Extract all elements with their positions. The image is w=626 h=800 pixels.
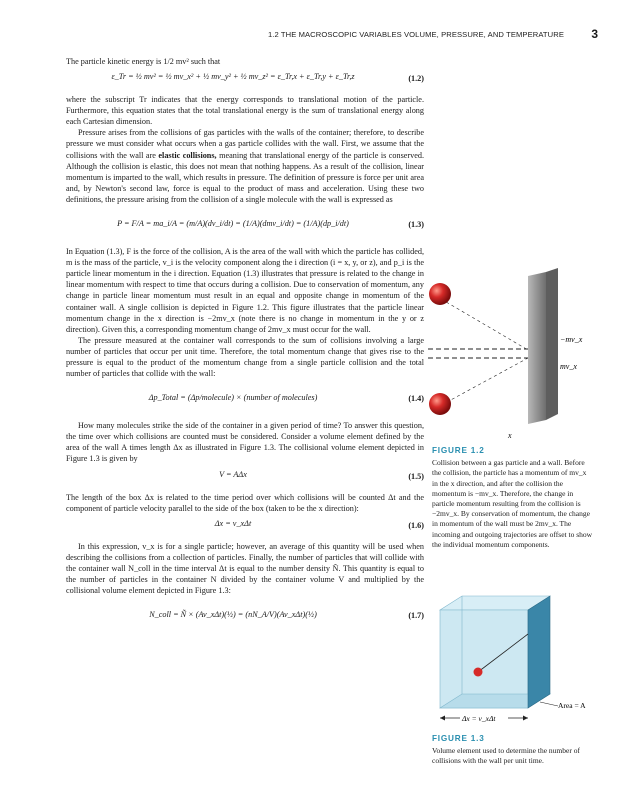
- equation-1-6: [66, 518, 424, 536]
- label-delta-x: Δx = v_xΔt: [462, 714, 496, 723]
- paragraph: The length of the box Δx is related to the time period over which collisions will be counted Δt and the component of particle velocity parallel to the side of the box (taken to be the x direction):: [66, 492, 424, 513]
- equation-number: (1.4): [408, 394, 424, 404]
- label-mvx: mv_x: [560, 362, 577, 371]
- label-area: Area = A: [558, 701, 586, 710]
- paragraph: The particle kinetic energy is 1/2 mv² such that: [66, 57, 221, 66]
- label-minus-mvx: −mv_x: [560, 335, 583, 344]
- paragraph: [66, 127, 424, 205]
- paragraph: The pressure measured at the container wall corresponds to the sum of collisions involving a large number of particles that occur per unit time. Therefore, the total momentum change that gives rise to the pressure is equal to the product of the momentum change from a single particle collision and the total number of particles that collide with the wall:: [66, 335, 424, 379]
- equation-body: P = F/A = ma_i/A = (m/A)(dv_i/dt) = (1/A)(dmv_i/dt) = (1/A)(dp_i/dt): [117, 219, 349, 229]
- equation-number: (1.2): [408, 74, 424, 84]
- caption-title: FIGURE 1.2: [432, 446, 485, 455]
- figure-1-2-collision-diagram: [428, 268, 598, 440]
- paragraph: In Equation (1.3), F is the force of the collision, A is the area of the wall with which the particle has collided, m is the mass of the particle, v_i is the velocity component along the i direction (i = x, y, or z), and p_i is the particle linear momentum in the i direction. Equation (1.3) illustrates that pressure is related to the change in linear momentum with respect to time that occurs during a collision. Due to conservation of momentum, any change in particle linear momentum must result in an equal and opposite change in momentum of the container wall. A single collision is depicted in Figure 1.2. This figure illustrates that the particle linear momentum change in the x direction is −2mv_x (note there is no change in momentum in the y or z direction). Given this, a corresponding momentum change of 2mv_x must occur for the wall.: [66, 247, 424, 334]
- equation-1-4: [66, 384, 424, 414]
- running-header: [267, 27, 600, 44]
- trajectory-upper: [436, 296, 528, 350]
- wall-side: [546, 268, 558, 420]
- collision-wall: [528, 596, 550, 708]
- text-run: Pressure arises from the collisions of gas particles with the walls of the container; therefore, to describe pressure we must consider what occurs when a gas particle collides with the wall. First, we assume that the collisions with the wall are: [66, 128, 424, 160]
- equation-body: Δp_Total = (Δp/molecule) × (number of molecules): [148, 393, 318, 403]
- area-leader-line: [540, 702, 558, 706]
- wall-face: [528, 272, 546, 424]
- equation-body: ε_Tr = ½ mv² = ½ mv_x² + ½ mv_y² + ½ mv_z² = ε_Tr,x + ε_Tr,y + ε_Tr,z: [111, 72, 355, 82]
- caption-title: FIGURE 1.3: [432, 734, 485, 743]
- header-title: 1.2 THE MACROSCOPIC VARIABLES VOLUME, PRESSURE, AND TEMPERATURE: [267, 30, 564, 39]
- paragraph: where the subscript Tr indicates that the energy corresponds to translational motion of the particle. Furthermore, this equation states that the total translational energy is the sum of translational energy along each Cartesian dimension.: [66, 95, 424, 127]
- paragraph: In this expression, v_x is for a single particle; however, an average of this quantity will be used when describing the collisions from a collection of particles. Finally, the number of particles that will collide with the container wall N_coll in the time interval Δt is equal to the number density Ñ. This quantity is equal to the number of particles in the container N divided by the container volume V and multiplied by the collisional volume element depicted in Figure 1.3:: [66, 541, 424, 596]
- figure-1-3-caption: [432, 734, 594, 767]
- equation-number: (1.5): [408, 471, 424, 481]
- arrow-head-left: [440, 716, 445, 721]
- equation-number: (1.6): [408, 520, 424, 530]
- equation-1-3: [66, 210, 424, 240]
- equation-1-5: [66, 469, 424, 487]
- equation-1-2: [66, 71, 424, 89]
- particle-after-collision: [429, 283, 451, 305]
- paragraph: How many molecules strike the side of the container in a given period of time? To answer this question, the time over which collisions are counted must be considered. Consider a volume element defined by the area of the wall A times length Δx as illustrated in Figure 1.3. The collisional volume element depicted in Figure 1.3 is given by: [66, 421, 424, 464]
- equation-number: (1.7): [408, 611, 424, 621]
- text-run: meaning that translational energy of the particle is conserved. Although the collision is elastic, this does not mean that nothing happens. As a result of the collision, linear momentum is imparted to the wall, which results in pressure. The definition of pressure is force per unit area and, by Newton's second law, force is equal to the product of mass and acceleration. Using these two definitions, the pressure arising from the collision of a single molecule with the wall is expressed as: [66, 150, 424, 204]
- term-elastic-collisions: elastic collisions,: [158, 150, 217, 160]
- arrow-head-right: [523, 716, 528, 721]
- particle-before-collision: [429, 393, 451, 415]
- figure-1-3-volume-element: [426, 594, 598, 730]
- equation-body: N_coll = Ñ × (Av_xΔt)(½) = (nN_A/V)(Av_xΔt)(½): [149, 610, 317, 620]
- caption-text: Collision between a gas particle and a wall. Before the collision, the particle has a momentum of mv_x in the x direction, and after the collision the momentum is −mv_x. Therefore, the change in particle momentum resulting from the collision is −2mv_x. By conservation of momentum, the change in momentum of the wall must be 2mv_x. The incoming and outgoing trajectories are offset to show the individual momentum components.: [432, 458, 593, 549]
- main-text-column: [66, 56, 424, 637]
- caption-text: Volume element used to determine the number of collisions with the wall per unit time.: [432, 746, 580, 766]
- figure-1-2-caption: [432, 446, 594, 550]
- equation-1-7: [66, 601, 424, 631]
- equation-number: (1.3): [408, 220, 424, 230]
- particle: [474, 668, 483, 677]
- equation-body: V = AΔx: [219, 469, 247, 479]
- box-front: [440, 610, 528, 708]
- axis-label-x: x: [508, 431, 512, 440]
- page-number: 3: [591, 27, 598, 41]
- equation-body: Δx = v_xΔt: [214, 518, 252, 528]
